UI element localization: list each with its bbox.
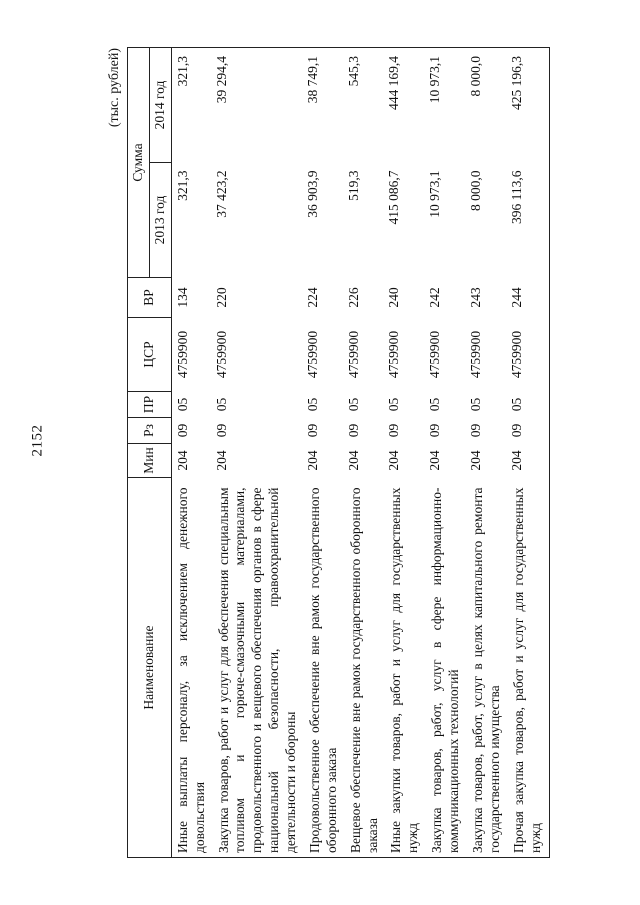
table-row	[509, 47, 550, 857]
row-min: 204	[427, 450, 443, 471]
row-min: 204	[304, 450, 320, 471]
units-label: (тыс. рублей)	[107, 48, 122, 128]
row-csr: 4759900	[213, 330, 229, 379]
row-min: 204	[467, 450, 483, 471]
table-row	[214, 47, 305, 857]
row-name: Иные выплаты персоналу, за исключением денежного довольствия	[171, 478, 213, 858]
row-name: Закупка товаров, работ, услуг в сфере информационно-коммуникационных технологий	[427, 478, 468, 858]
table-row	[386, 47, 427, 857]
row-csr: 4759900	[386, 330, 402, 379]
row-sum-2013: 37 423,2	[213, 170, 229, 218]
row-rz: 09	[213, 423, 229, 438]
table-row	[468, 47, 509, 857]
row-sum-2013: 321,3	[174, 170, 190, 201]
header-sum: Сумма	[128, 47, 150, 277]
table-body	[171, 47, 550, 857]
row-sum-2014: 10 973,1	[427, 47, 468, 162]
row-pr: 05	[304, 397, 320, 412]
row-pr: 05	[509, 392, 550, 418]
row-name: Закупка товаров, работ, услуг в целях капитального ремонта государственного имущества	[468, 478, 509, 858]
row-csr: 4759900	[467, 330, 483, 379]
row-csr: 4759900	[509, 318, 550, 392]
header-vr: ВР	[128, 278, 172, 318]
row-vr: 243	[467, 287, 483, 308]
header-rz: Рз	[128, 418, 172, 444]
row-rz: 09	[174, 423, 190, 438]
table-row	[171, 47, 213, 857]
row-sum-2013: 10 973,1	[427, 170, 443, 218]
row-name: Продовольственное обеспечение вне рамок государственного оборонного заказа	[305, 478, 346, 858]
row-min: 204	[213, 450, 229, 471]
row-vr: 244	[509, 278, 550, 318]
header-csr: ЦСР	[128, 318, 172, 392]
row-min: 204	[174, 450, 190, 471]
row-sum-2014: 444 169,4	[386, 47, 427, 162]
table-row	[427, 47, 468, 857]
row-csr: 4759900	[304, 330, 320, 379]
row-sum-2014: 8 000,0	[468, 47, 509, 162]
row-vr: 220	[213, 287, 229, 308]
row-pr: 05	[427, 397, 443, 412]
table-row	[305, 47, 346, 857]
row-pr: 05	[345, 397, 361, 412]
row-csr: 4759900	[174, 330, 190, 379]
header-2013: 2013 год	[149, 163, 171, 278]
row-min: 204	[386, 450, 402, 471]
budget-table	[127, 47, 550, 858]
page-number: 2152	[29, 424, 46, 457]
row-sum-2014: 545,3	[346, 47, 387, 162]
row-pr: 05	[386, 397, 402, 412]
row-sum-2013: 415 086,7	[386, 170, 402, 225]
row-sum-2013: 8 000,0	[467, 170, 483, 211]
row-vr: 242	[427, 287, 443, 308]
row-name: Прочая закупка товаров, работ и услуг для государственных нужд	[509, 478, 550, 858]
row-sum-2013: 36 903,9	[304, 170, 320, 218]
row-rz: 09	[467, 423, 483, 438]
rotated-page-content	[105, 48, 543, 858]
table-row	[346, 47, 387, 857]
row-rz: 09	[427, 423, 443, 438]
row-vr: 134	[174, 287, 190, 308]
row-name: Закупка товаров, работ и услуг для обеспечения специальным топливом и горюче-смазочными материалами, продовольственного и вещевого обеспечения органов в сфере национальной безопасности, правоохранительной деятельности и обороны	[214, 478, 305, 858]
row-min: 204	[509, 444, 550, 478]
header-min: Мин	[128, 444, 172, 478]
row-vr: 226	[345, 287, 361, 308]
row-rz: 09	[345, 423, 361, 438]
row-min: 204	[345, 450, 361, 471]
row-sum-2014: 38 749,1	[305, 47, 346, 162]
row-vr: 240	[386, 287, 402, 308]
row-sum-2013: 519,3	[345, 170, 361, 201]
table-header	[128, 47, 172, 857]
row-name: Вещевое обеспечение вне рамок государственного оборонного заказа	[346, 478, 387, 858]
row-rz: 09	[386, 423, 402, 438]
header-2014: 2014 год	[149, 47, 171, 162]
row-rz: 09	[304, 423, 320, 438]
row-sum-2014: 321,3	[171, 47, 213, 162]
row-pr: 05	[467, 397, 483, 412]
row-sum-2014: 425 196,3	[509, 47, 550, 162]
row-pr: 05	[213, 397, 229, 412]
row-sum-2014: 39 294,4	[214, 47, 305, 162]
row-pr: 05	[174, 397, 190, 412]
header-name: Наименование	[128, 478, 172, 858]
row-sum-2013: 396 113,6	[509, 163, 550, 278]
row-csr: 4759900	[345, 330, 361, 379]
row-rz: 09	[509, 418, 550, 444]
row-name: Иные закупки товаров, работ и услуг для государственных нужд	[386, 478, 427, 858]
header-pr: ПР	[128, 392, 172, 418]
row-vr: 224	[304, 287, 320, 308]
row-csr: 4759900	[427, 330, 443, 379]
